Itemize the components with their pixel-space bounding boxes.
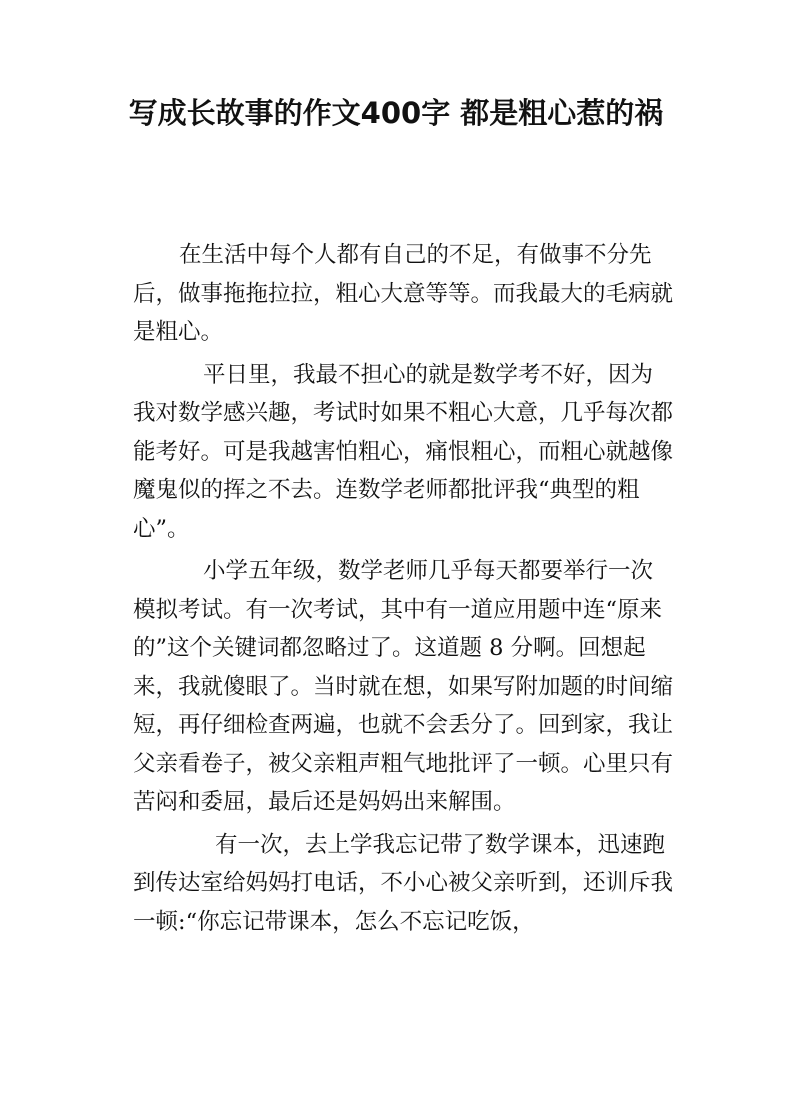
essay-title: 写成长故事的作文400字 都是粗心惹的祸	[128, 96, 664, 130]
paragraph-3: 小学五年级，数学老师几乎每天都要举行一次模拟考试。有一次考试，其中有一道应用题中连“原来的”这个关键词都忽略过了。这道题 8 分啊。回想起来，我就傻眼了。当时就在想，如果写附加题的时间缩短，再仔细检查两遍，也就不会丢分了。回到家，我让父亲看卷子，被父亲粗声粗气地批评了一顿。心里只有苦闷和委屈，最后还是妈妈出来解围。	[133, 558, 674, 815]
paragraph-1: 在生活中每个人都有自己的不足，有做事不分先后，做事拖拖拉拉，粗心大意等等。而我最大的毛病就是粗心。	[133, 242, 674, 345]
paragraph-2: 平日里，我最不担心的就是数学考不好，因为我对数学感兴趣，考试时如果不粗心大意，几乎每次都能考好。可是我越害怕粗心，痛恨粗心，而粗心就越像魔鬼似的挥之不去。连数学老师都批评我“典型的粗心”。	[133, 361, 674, 542]
paragraph-4: 有一次，去上学我忘记带了数学课本，迅速跑到传达室给妈妈打电话，不小心被父亲听到，还训斥我一顿:“你忘记带课本，怎么不忘记吃饭，	[133, 831, 674, 935]
essay-body	[133, 236, 673, 945]
